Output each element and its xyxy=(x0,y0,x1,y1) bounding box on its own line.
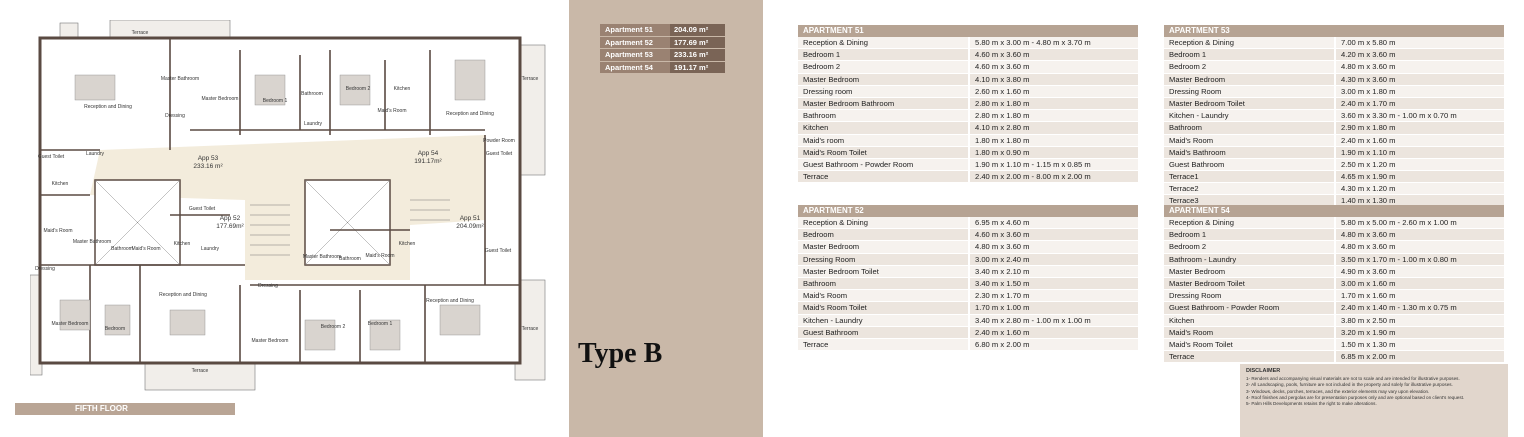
room-dimensions: 4.10 m x 2.80 m xyxy=(970,122,1138,133)
room-label: Kitchen xyxy=(51,181,69,187)
room-name: Maid's Room Toilet xyxy=(1164,339,1334,350)
summary-apartment-name: Apartment 51 xyxy=(600,24,670,36)
room-name: Bathroom xyxy=(798,110,968,121)
room-dimensions: 4.30 m x 1.20 m xyxy=(1336,183,1504,194)
room-dimensions: 1.90 m x 1.10 m - 1.15 m x 0.85 m xyxy=(970,159,1138,170)
room-name: Maid's Bathroom xyxy=(1164,147,1334,158)
room-label: Bedroom xyxy=(104,326,126,332)
room-name: Terrace2 xyxy=(1164,183,1334,194)
room-dimensions: 5.80 m x 5.00 m - 2.60 m x 1.00 m xyxy=(1336,217,1504,228)
disclaimer-line: 4- Roof finishes and pergolas are for presentation purposes only and are optional based on client's request. xyxy=(1246,394,1465,400)
room-name: Guest Bathroom xyxy=(1164,159,1334,170)
apartment-area-label: 177.69m² xyxy=(216,223,244,230)
room-name: Terrace1 xyxy=(1164,171,1334,182)
summary-apartment-area: 233.16 m² xyxy=(670,49,725,61)
table-row xyxy=(798,98,1138,110)
table-row xyxy=(1164,302,1504,314)
room-name: Bedroom 1 xyxy=(1164,49,1334,60)
summary-row xyxy=(600,49,725,61)
room-label: Bedroom 1 xyxy=(262,98,288,104)
room-label: Maid's Room xyxy=(377,108,407,114)
room-name: Maid's Room xyxy=(1164,135,1334,146)
area-summary xyxy=(600,24,725,74)
room-dimensions: 3.40 m x 2.10 m xyxy=(970,266,1138,277)
table-row xyxy=(1164,315,1504,327)
room-dimensions: 3.50 m x 1.70 m - 1.00 m x 0.80 m xyxy=(1336,254,1504,265)
room-dimensions: 4.80 m x 3.60 m xyxy=(1336,61,1504,72)
room-name: Bedroom 2 xyxy=(1164,61,1334,72)
apartment-label: App 53 xyxy=(197,155,219,162)
table-row xyxy=(1164,37,1504,49)
room-dimensions: 2.60 m x 1.60 m xyxy=(970,86,1138,97)
room-label: Dressing xyxy=(258,283,278,289)
table-row xyxy=(1164,327,1504,339)
room-label: Reception and Dining xyxy=(446,111,494,117)
room-name: Dressing room xyxy=(798,86,968,97)
room-dimensions: 2.40 m x 1.60 m xyxy=(970,327,1138,338)
table-row xyxy=(1164,110,1504,122)
room-label: Dressing xyxy=(165,113,185,119)
room-name: Kitchen - Laundry xyxy=(1164,110,1334,121)
table-row xyxy=(798,122,1138,134)
table-row xyxy=(798,135,1138,147)
table-row xyxy=(1164,49,1504,61)
apartment-area-label: 204.09m² xyxy=(456,223,484,230)
room-name: Terrace xyxy=(798,171,968,182)
room-name: Bedroom 2 xyxy=(798,61,968,72)
room-name: Maid's Room xyxy=(798,290,968,301)
disclaimer-title: DISCLAIMER xyxy=(1246,368,1281,374)
room-name: Bathroom xyxy=(798,278,968,289)
summary-apartment-area: 177.69 m² xyxy=(670,37,725,49)
summary-row xyxy=(600,24,725,36)
room-name: Reception & Dining xyxy=(1164,37,1334,48)
room-name: Reception & Dining xyxy=(798,217,968,228)
room-label: Bathroom xyxy=(339,256,361,262)
room-dimensions: 3.40 m x 1.50 m xyxy=(970,278,1138,289)
table-row xyxy=(798,241,1138,253)
disclaimer-line: 5- Palm Hills Developments retains the right to make alterations. xyxy=(1246,401,1377,407)
apartment-area-label: 233.16 m² xyxy=(193,163,223,170)
room-dimensions: 3.00 m x 1.60 m xyxy=(1336,278,1504,289)
table-row xyxy=(798,86,1138,98)
room-label: Guest Toilet xyxy=(484,248,512,254)
room-name: Master Bedroom xyxy=(798,74,968,85)
room-label: Dressing xyxy=(35,266,55,272)
room-name: Dressing Room xyxy=(1164,86,1334,97)
room-dimensions: 1.70 m x 1.00 m xyxy=(970,302,1138,313)
room-label: Guest Toilet xyxy=(485,151,513,157)
summary-row xyxy=(600,37,725,49)
table-row xyxy=(798,37,1138,49)
table-row xyxy=(798,110,1138,122)
table-row xyxy=(1164,290,1504,302)
table-apartment-54 xyxy=(1164,205,1504,363)
table-row xyxy=(798,61,1138,73)
room-dimensions: 3.00 m x 1.80 m xyxy=(1336,86,1504,97)
room-dimensions: 3.20 m x 1.90 m xyxy=(1336,327,1504,338)
room-label: Bedroom 2 xyxy=(320,324,346,330)
room-name: Terrace xyxy=(1164,351,1334,362)
table-row xyxy=(1164,351,1504,363)
room-label: Terrace xyxy=(191,368,209,374)
room-name: Guest Bathroom - Powder Room xyxy=(1164,302,1334,313)
room-label: Maid's Room xyxy=(365,253,395,259)
type-title: Type B xyxy=(578,338,663,369)
room-name: Maid's Room xyxy=(1164,327,1334,338)
table-title: APARTMENT 51 xyxy=(798,25,1138,37)
room-dimensions: 4.10 m x 3.80 m xyxy=(970,74,1138,85)
table-row xyxy=(1164,241,1504,253)
room-label: Guest Toilet xyxy=(188,206,216,212)
table-row xyxy=(1164,159,1504,171)
room-dimensions: 2.80 m x 1.80 m xyxy=(970,98,1138,109)
room-dimensions: 1.80 m x 1.80 m xyxy=(970,135,1138,146)
room-name: Master Bedroom Toilet xyxy=(1164,278,1334,289)
table-row xyxy=(798,278,1138,290)
table-row xyxy=(798,217,1138,229)
room-name: Kitchen - Laundry xyxy=(798,315,968,326)
room-label: Bedroom 1 xyxy=(367,321,393,327)
room-label: Reception and Dining xyxy=(159,292,207,298)
table-row xyxy=(1164,147,1504,159)
room-name: Master Bedroom xyxy=(1164,266,1334,277)
room-label: Master Bedroom xyxy=(201,96,239,102)
room-dimensions: 4.80 m x 3.60 m xyxy=(1336,241,1504,252)
apartment-area-label: 191.17m² xyxy=(414,158,442,165)
room-dimensions: 1.50 m x 1.30 m xyxy=(1336,339,1504,350)
room-dimensions: 4.30 m x 3.60 m xyxy=(1336,74,1504,85)
apartment-label: App 51 xyxy=(459,215,481,222)
room-name: Maid's Room Toilet xyxy=(798,302,968,313)
table-row xyxy=(798,159,1138,171)
room-dimensions: 3.80 m x 2.50 m xyxy=(1336,315,1504,326)
room-name: Kitchen xyxy=(1164,315,1334,326)
room-name: Dressing Room xyxy=(798,254,968,265)
summary-row xyxy=(600,62,725,74)
room-label: Master Bedroom xyxy=(51,321,89,327)
room-name: Bedroom xyxy=(798,229,968,240)
disclaimer-line: 3- Windows, decks, porches, terraces, and the exterior elements may vary upon elevation. xyxy=(1246,388,1430,394)
table-row xyxy=(798,147,1138,159)
room-name: Maid's Room Toilet xyxy=(798,147,968,158)
disclaimer-line: 2- All Landscaping, pools, furniture are not included in the property and solely for illustrative purposes. xyxy=(1246,382,1453,388)
table-row xyxy=(1164,98,1504,110)
room-dimensions: 4.80 m x 3.60 m xyxy=(970,241,1138,252)
room-dimensions: 3.60 m x 3.30 m - 1.00 m x 0.70 m xyxy=(1336,110,1504,121)
table-row xyxy=(798,302,1138,314)
room-dimensions: 4.60 m x 3.60 m xyxy=(970,61,1138,72)
room-label: Guest Toilet xyxy=(37,154,65,160)
room-name: Dressing Room xyxy=(1164,290,1334,301)
room-dimensions: 6.80 m x 2.00 m xyxy=(970,339,1138,350)
table-apartment-53 xyxy=(1164,25,1504,208)
room-label: Laundry xyxy=(85,151,105,157)
table-row xyxy=(798,74,1138,86)
table-row xyxy=(1164,135,1504,147)
room-label: Master Bathroom xyxy=(302,254,342,260)
room-name: Maid's room xyxy=(798,135,968,146)
room-name: Bedroom 2 xyxy=(1164,241,1334,252)
table-row xyxy=(1164,266,1504,278)
table-row xyxy=(798,290,1138,302)
disclaimer xyxy=(1240,364,1508,437)
room-label: Terrace xyxy=(521,76,539,82)
room-label: Master Bathroom xyxy=(72,239,112,245)
room-label: Kitchen xyxy=(398,241,416,247)
room-dimensions: 1.40 m x 1.30 m xyxy=(1336,195,1504,206)
room-dimensions: 2.90 m x 1.80 m xyxy=(1336,122,1504,133)
table-row xyxy=(1164,74,1504,86)
room-dimensions: 6.95 m x 4.60 m xyxy=(970,217,1138,228)
room-label: Laundry xyxy=(303,121,323,127)
room-label: Kitchen xyxy=(173,241,191,247)
room-name: Master Bedroom Toilet xyxy=(798,266,968,277)
room-name: Reception & Dining xyxy=(1164,217,1334,228)
room-name: Kitchen xyxy=(798,122,968,133)
summary-apartment-name: Apartment 53 xyxy=(600,49,670,61)
room-name: Bathroom xyxy=(1164,122,1334,133)
room-dimensions: 2.40 m x 1.60 m xyxy=(1336,135,1504,146)
apartment-label: App 54 xyxy=(417,150,439,157)
room-dimensions: 4.90 m x 3.60 m xyxy=(1336,266,1504,277)
room-label: Maid's Room xyxy=(131,246,161,252)
table-row xyxy=(1164,217,1504,229)
room-name: Terrace3 xyxy=(1164,195,1334,206)
table-row xyxy=(1164,339,1504,351)
room-dimensions: 4.65 m x 1.90 m xyxy=(1336,171,1504,182)
room-name: Terrace xyxy=(798,339,968,350)
room-dimensions: 3.00 m x 2.40 m xyxy=(970,254,1138,265)
room-dimensions: 4.60 m x 3.60 m xyxy=(970,49,1138,60)
disclaimer-line: 1- Renders and accompanying visual materials are not to scale and are intended for illustrative purposes. xyxy=(1246,376,1460,382)
room-dimensions: 4.20 m x 3.60 m xyxy=(1336,49,1504,60)
room-label: Terrace xyxy=(521,326,539,332)
room-name: Bathroom - Laundry xyxy=(1164,254,1334,265)
room-dimensions: 1.90 m x 1.10 m xyxy=(1336,147,1504,158)
room-dimensions: 2.30 m x 1.70 m xyxy=(970,290,1138,301)
summary-apartment-area: 204.09 m² xyxy=(670,24,725,36)
table-row xyxy=(1164,86,1504,98)
room-label: Bathroom xyxy=(111,246,133,252)
table-row xyxy=(1164,183,1504,195)
room-dimensions: 2.40 m x 1.70 m xyxy=(1336,98,1504,109)
room-label: Master Bedroom xyxy=(251,338,289,344)
room-dimensions: 3.40 m x 2.80 m - 1.00 m x 1.00 m xyxy=(970,315,1138,326)
room-dimensions: 5.80 m x 3.00 m - 4.80 m x 3.70 m xyxy=(970,37,1138,48)
room-dimensions: 1.80 m x 0.90 m xyxy=(970,147,1138,158)
room-label: Laundry xyxy=(200,246,220,252)
room-dimensions: 7.00 m x 5.80 m xyxy=(1336,37,1504,48)
room-label: Powder Room xyxy=(483,138,515,144)
table-row xyxy=(798,266,1138,278)
table-row xyxy=(798,339,1138,351)
table-row xyxy=(1164,122,1504,134)
room-name: Bedroom 1 xyxy=(1164,229,1334,240)
table-row xyxy=(1164,278,1504,290)
room-dimensions: 2.40 m x 1.40 m - 1.30 m x 0.75 m xyxy=(1336,302,1504,313)
room-name: Master Bedroom Bathroom xyxy=(798,98,968,109)
table-title: APARTMENT 54 xyxy=(1164,205,1504,217)
room-name: Master Bedroom xyxy=(1164,74,1334,85)
table-row xyxy=(798,254,1138,266)
table-row xyxy=(1164,229,1504,241)
table-row xyxy=(798,327,1138,339)
room-name: Guest Bathroom xyxy=(798,327,968,338)
table-apartment-52 xyxy=(798,205,1138,351)
summary-apartment-name: Apartment 52 xyxy=(600,37,670,49)
room-label: Reception and Dining xyxy=(84,104,132,110)
room-dimensions: 2.50 m x 1.20 m xyxy=(1336,159,1504,170)
room-name: Guest Bathroom - Powder Room xyxy=(798,159,968,170)
table-title: APARTMENT 52 xyxy=(798,205,1138,217)
room-name: Reception & Dining xyxy=(798,37,968,48)
room-dimensions: 2.80 m x 1.80 m xyxy=(970,110,1138,121)
room-label: Kitchen xyxy=(393,86,411,92)
room-label: Terrace xyxy=(131,30,149,36)
room-name: Bedroom 1 xyxy=(798,49,968,60)
room-name: Master Bedroom xyxy=(798,241,968,252)
table-row xyxy=(798,315,1138,327)
table-row xyxy=(1164,254,1504,266)
apartment-label: App 52 xyxy=(219,215,241,222)
table-row xyxy=(798,49,1138,61)
room-dimensions: 4.80 m x 3.60 m xyxy=(1336,229,1504,240)
summary-apartment-name: Apartment 54 xyxy=(600,62,670,74)
room-label: Bedroom 2 xyxy=(345,86,371,92)
room-dimensions: 2.40 m x 2.00 m - 8.00 m x 2.00 m xyxy=(970,171,1138,182)
room-name: Master Bedroom Toilet xyxy=(1164,98,1334,109)
floor-plan xyxy=(30,20,550,395)
room-dimensions: 6.85 m x 2.00 m xyxy=(1336,351,1504,362)
summary-apartment-area: 191.17 m² xyxy=(670,62,725,74)
table-row xyxy=(798,229,1138,241)
table-row xyxy=(798,171,1138,183)
room-dimensions: 4.60 m x 3.60 m xyxy=(970,229,1138,240)
table-title: APARTMENT 53 xyxy=(1164,25,1504,37)
room-label: Bathroom xyxy=(301,91,323,97)
room-label: Reception and Dining xyxy=(426,298,474,304)
room-dimensions: 1.70 m x 1.60 m xyxy=(1336,290,1504,301)
floor-label: FIFTH FLOOR xyxy=(15,403,235,415)
table-row xyxy=(1164,171,1504,183)
room-label: Master Bathroom xyxy=(160,76,200,82)
room-label: Maid's Room xyxy=(43,228,73,234)
table-apartment-51 xyxy=(798,25,1138,183)
table-row xyxy=(1164,61,1504,73)
